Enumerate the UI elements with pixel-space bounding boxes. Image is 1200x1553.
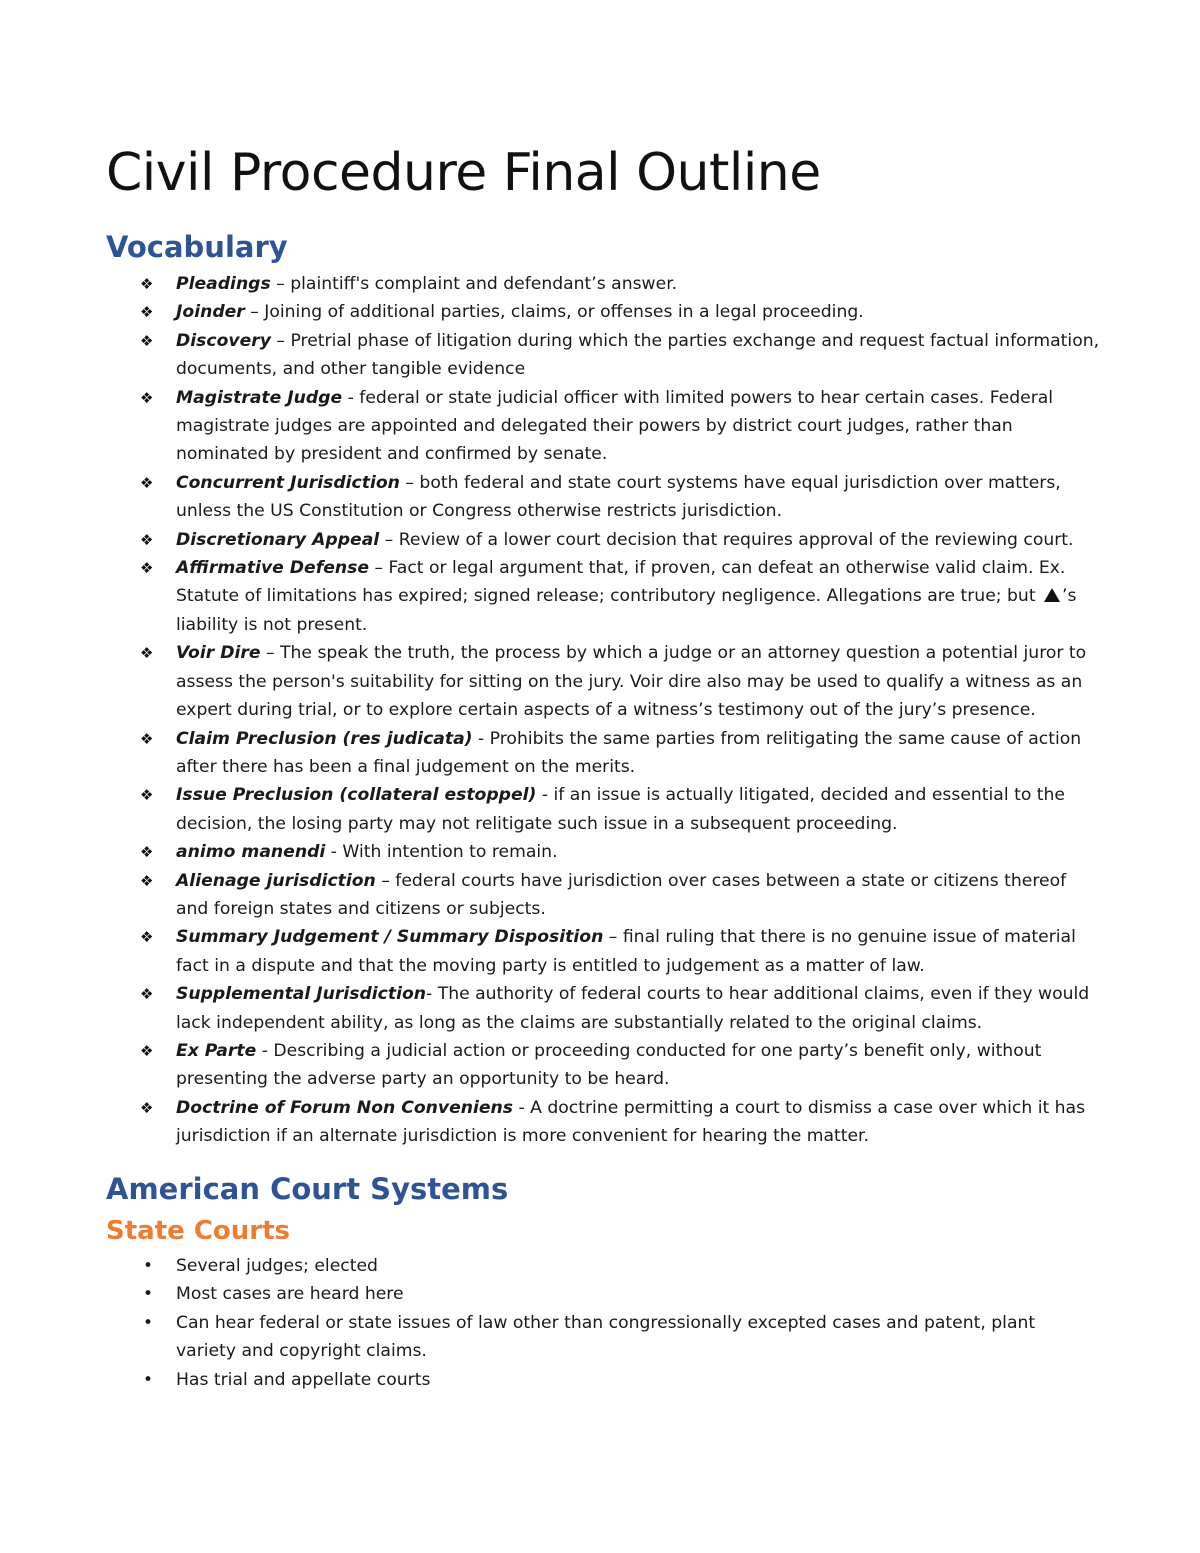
bullet-dot-icon: • xyxy=(143,1369,154,1390)
state-courts-item-text: Has trial and appellate courts xyxy=(176,1369,431,1390)
vocab-term: Pleadings xyxy=(176,274,271,294)
vocab-definition: - With intention to remain. xyxy=(325,842,558,863)
diamond-bullet-icon: ❖ xyxy=(140,985,154,1004)
vocab-definition: - The authority of federal courts to hear additional claims, even if they would lack independent ability, as long as the claims are substantially related to the original claims. xyxy=(176,984,1090,1033)
vocab-definition: - Prohibits the same parties from relitigating the same cause of action after there has been a final judgement on the merits. xyxy=(176,728,1082,777)
diamond-bullet-icon: ❖ xyxy=(140,928,154,947)
vocab-definition: – plaintiff's complaint and defendant’s answer. xyxy=(270,274,678,294)
diamond-bullet-icon: ❖ xyxy=(140,1098,154,1117)
state-courts-item xyxy=(140,1366,1100,1394)
document-title: Civil Procedure Final Outline xyxy=(106,143,821,203)
vocab-definition: – Pretrial phase of litigation during which the parties exchange and request factual information, documents, and other tangible evidence xyxy=(176,330,1100,380)
vocab-item-concurrent-jurisdiction xyxy=(140,469,1100,526)
vocabulary-list xyxy=(140,270,1100,1151)
vocab-definition: – Review of a lower court decision that requires approval of the reviewing court. xyxy=(379,529,1074,550)
diamond-bullet-icon: ❖ xyxy=(140,843,154,862)
vocab-definition-after: ’s liability is not present. xyxy=(176,586,1077,635)
bullet-dot-icon: • xyxy=(143,1284,154,1305)
vocab-item-summary-judgement xyxy=(140,923,1100,980)
warning-triangle-icon xyxy=(1044,588,1060,602)
vocab-term: animo manendi xyxy=(176,842,326,863)
diamond-bullet-icon: ❖ xyxy=(140,1041,154,1060)
state-courts-item-text: Several judges; elected xyxy=(176,1256,378,1276)
state-courts-item xyxy=(140,1280,1100,1308)
vocab-definition: - Describing a judicial action or proceeding conducted for one party’s benefit only, without presenting the adverse party an opportunity to be heard. xyxy=(176,1040,1042,1090)
diamond-bullet-icon: ❖ xyxy=(140,473,154,492)
diamond-bullet-icon: ❖ xyxy=(140,388,154,407)
vocab-term: Summary Judgement / Summary Disposition xyxy=(176,927,604,948)
vocab-item-joinder xyxy=(140,298,1100,326)
vocab-term: Claim Preclusion (res judicata) xyxy=(176,728,473,749)
diamond-bullet-icon: ❖ xyxy=(140,331,154,350)
vocab-item-discovery xyxy=(140,327,1100,384)
vocab-item-ex-parte xyxy=(140,1037,1100,1094)
diamond-bullet-icon: ❖ xyxy=(140,871,154,890)
vocab-item-animo-manendi xyxy=(140,838,1100,866)
diamond-bullet-icon: ❖ xyxy=(140,559,154,578)
vocab-term: Concurrent Jurisdiction xyxy=(176,472,400,493)
vocab-term: Discretionary Appeal xyxy=(176,529,380,550)
vocabulary-heading: Vocabulary xyxy=(106,230,288,264)
vocab-definition: - A doctrine permitting a court to dismiss a case over which it has jurisdiction if an alternate jurisdiction is more convenient for hearing the matter. xyxy=(176,1097,1086,1147)
bullet-dot-icon: • xyxy=(143,1256,154,1276)
vocab-definition: – Joining of additional parties, claims, or offenses in a legal proceeding. xyxy=(244,302,864,323)
diamond-bullet-icon: ❖ xyxy=(140,786,154,805)
vocab-item-issue-preclusion xyxy=(140,781,1100,838)
bullet-dot-icon: • xyxy=(143,1312,154,1333)
vocab-item-voir-dire xyxy=(140,639,1100,724)
diamond-bullet-icon: ❖ xyxy=(140,729,154,748)
vocab-item-alienage-jurisdiction xyxy=(140,867,1100,924)
diamond-bullet-icon: ❖ xyxy=(140,275,154,293)
vocab-item-magistrate-judge xyxy=(140,384,1100,469)
vocab-definition: – both federal and state court systems have equal jurisdiction over matters, unless the US Constitution or Congress otherwise restricts jurisdiction. xyxy=(176,472,1061,522)
vocab-item-pleadings xyxy=(140,270,1100,298)
state-courts-heading: State Courts xyxy=(106,1216,290,1246)
vocab-definition: - federal or state judicial officer with limited powers to hear certain cases. Federal magistrate judges are appointed and delegated their powers by district court judges, rather than nominated by president and confirmed by senate. xyxy=(176,387,1054,465)
vocab-item-discretionary-appeal xyxy=(140,526,1100,554)
court-systems-heading: American Court Systems xyxy=(106,1172,509,1206)
vocab-item-forum-non-conveniens xyxy=(140,1094,1100,1151)
vocab-term: Discovery xyxy=(176,330,271,351)
state-courts-item-text: Can hear federal or state issues of law other than congressionally excepted cases and patent, plant variety and copyright claims. xyxy=(176,1312,1036,1362)
vocab-term: Issue Preclusion (collateral estoppel) xyxy=(176,785,537,806)
vocab-item-affirmative-defense xyxy=(140,554,1100,639)
vocab-item-claim-preclusion xyxy=(140,725,1100,782)
state-courts-item xyxy=(140,1252,1100,1280)
vocab-definition: – The speak the truth, the process by which a judge or an attorney question a potential juror to assess the person's suitability for sitting on the jury. Voir dire also may be used to qualify a witness as an expert during trial, or to explore certain aspects of a witness’s testimony out of the jury’s presence. xyxy=(176,643,1087,721)
vocab-term: Voir Dire xyxy=(176,643,261,664)
vocab-term: Magistrate Judge xyxy=(176,387,343,408)
vocab-definition: – Fact or legal argument that, if proven, can defeat an otherwise valid claim. Ex. Statute of limitations has expired; signed release; contributory negligence. Allegations are true; but xyxy=(176,558,1066,607)
state-courts-item xyxy=(140,1309,1100,1366)
vocab-term: Alienage jurisdiction xyxy=(176,870,376,891)
diamond-bullet-icon: ❖ xyxy=(140,644,154,663)
vocab-term: Joinder xyxy=(176,302,245,323)
vocab-term: Ex Parte xyxy=(176,1040,257,1061)
vocab-definition: – final ruling that there is no genuine issue of material fact in a dispute and that the moving party is entitled to judgement as a matter of law. xyxy=(176,927,1076,976)
vocab-term: Doctrine of Forum Non Conveniens xyxy=(176,1097,513,1118)
vocab-item-supplemental-jurisdiction xyxy=(140,980,1100,1037)
vocab-term: Affirmative Defense xyxy=(176,558,369,579)
vocab-definition: - if an issue is actually litigated, decided and essential to the decision, the losing party may not relitigate such issue in a subsequent proceeding. xyxy=(176,785,1066,834)
state-courts-item-text: Most cases are heard here xyxy=(176,1284,404,1305)
diamond-bullet-icon: ❖ xyxy=(140,530,154,549)
state-courts-list xyxy=(140,1252,1100,1394)
vocab-term: Supplemental Jurisdiction xyxy=(176,984,427,1005)
diamond-bullet-icon: ❖ xyxy=(140,303,154,322)
vocab-definition: – federal courts have jurisdiction over cases between a state or citizens thereof and foreign states and citizens or subjects. xyxy=(176,870,1067,919)
